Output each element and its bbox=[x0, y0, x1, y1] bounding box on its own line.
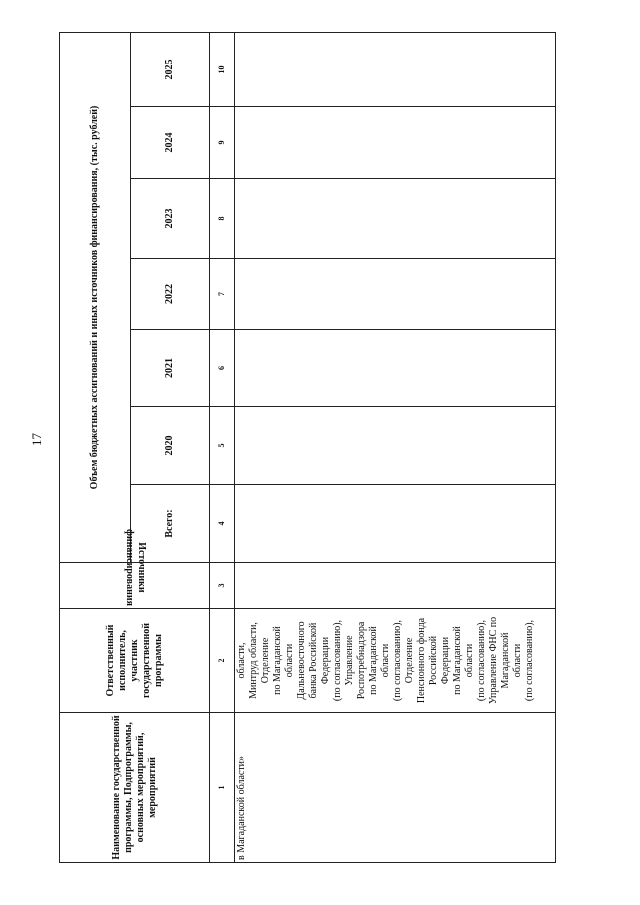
row-2020 bbox=[235, 407, 556, 485]
column-number: 4 bbox=[210, 485, 235, 563]
executor-line: (по согласованию), bbox=[392, 619, 403, 702]
header-volume: Объем бюджетных ассигнований и иных источников финансирования, (тыс. рублей) bbox=[60, 32, 131, 562]
executor-line: Российской bbox=[428, 635, 439, 686]
budget-table bbox=[59, 32, 556, 863]
table-row bbox=[235, 32, 556, 862]
row-2025 bbox=[235, 32, 556, 106]
executor-line: Пенсионного фонда bbox=[416, 617, 427, 704]
header-year-2022: 2022 bbox=[131, 259, 210, 330]
row-2023 bbox=[235, 179, 556, 259]
executor-line: по Магаданской bbox=[272, 626, 283, 695]
executor-line: Магаданской bbox=[500, 632, 511, 689]
executor-line: Отделение bbox=[404, 637, 415, 684]
column-number: 9 bbox=[210, 107, 235, 179]
column-number: 3 bbox=[210, 563, 235, 609]
executor-line: Отделение bbox=[260, 637, 271, 684]
column-number: 10 bbox=[210, 32, 235, 106]
executor-line: Дальневосточного bbox=[296, 621, 307, 700]
header-year-2023: 2023 bbox=[131, 179, 210, 259]
column-number: 7 bbox=[210, 259, 235, 330]
row-2024 bbox=[235, 107, 556, 179]
executor-line: области bbox=[284, 643, 295, 678]
column-number: 8 bbox=[210, 179, 235, 259]
column-number: 2 bbox=[210, 609, 235, 713]
row-name: в Магаданской области» bbox=[235, 713, 556, 863]
executor-line: области bbox=[380, 643, 391, 678]
header-source bbox=[60, 528, 210, 609]
page-number: 17 bbox=[29, 433, 44, 446]
executor-line: Федерации bbox=[440, 636, 451, 685]
executor-line: Роспотребнадзора bbox=[356, 621, 367, 700]
executor-line: Управление ФНС по bbox=[488, 616, 499, 705]
executor-line: Управление bbox=[344, 635, 355, 686]
executor-line: Федерации bbox=[320, 636, 331, 685]
column-number: 5 bbox=[210, 407, 235, 485]
header-year-2020: 2020 bbox=[131, 407, 210, 485]
executor-line: (по согласованию), bbox=[476, 619, 487, 702]
executor-line: (по согласованию), bbox=[332, 619, 343, 702]
executor-line: банка Российской bbox=[308, 622, 319, 699]
column-number: 1 bbox=[210, 713, 235, 863]
executor-line: Минтруд области, bbox=[248, 622, 259, 699]
header-year-2021: 2021 bbox=[131, 330, 210, 407]
header-name: Наименование государственной программы, Подпрограммы, основных мероприятий, мероприятий bbox=[60, 713, 210, 863]
executor-line: (по согласованию), bbox=[524, 619, 535, 702]
header-source-text: Источники финансирования bbox=[123, 528, 147, 607]
executor-line: по Магаданской bbox=[452, 626, 463, 695]
executor-line: области bbox=[464, 643, 475, 678]
column-number-row bbox=[210, 32, 235, 862]
row-2022 bbox=[235, 259, 556, 330]
executor-line: области bbox=[512, 643, 523, 678]
header-year-total: Всего: bbox=[131, 485, 210, 563]
header-row-top bbox=[60, 32, 131, 862]
header-year-2024: 2024 bbox=[131, 107, 210, 179]
executor-line: области, bbox=[236, 642, 247, 679]
header-year-2025: 2025 bbox=[131, 32, 210, 106]
row-executors bbox=[235, 609, 556, 713]
row-total bbox=[235, 485, 556, 563]
executor-line: по Магаданской bbox=[368, 626, 379, 695]
header-executor: Ответственный исполнитель, участник государственной программы bbox=[60, 609, 210, 713]
budget-table-container bbox=[59, 33, 556, 863]
row-source bbox=[235, 563, 556, 609]
row-2021 bbox=[235, 330, 556, 407]
column-number: 6 bbox=[210, 330, 235, 407]
